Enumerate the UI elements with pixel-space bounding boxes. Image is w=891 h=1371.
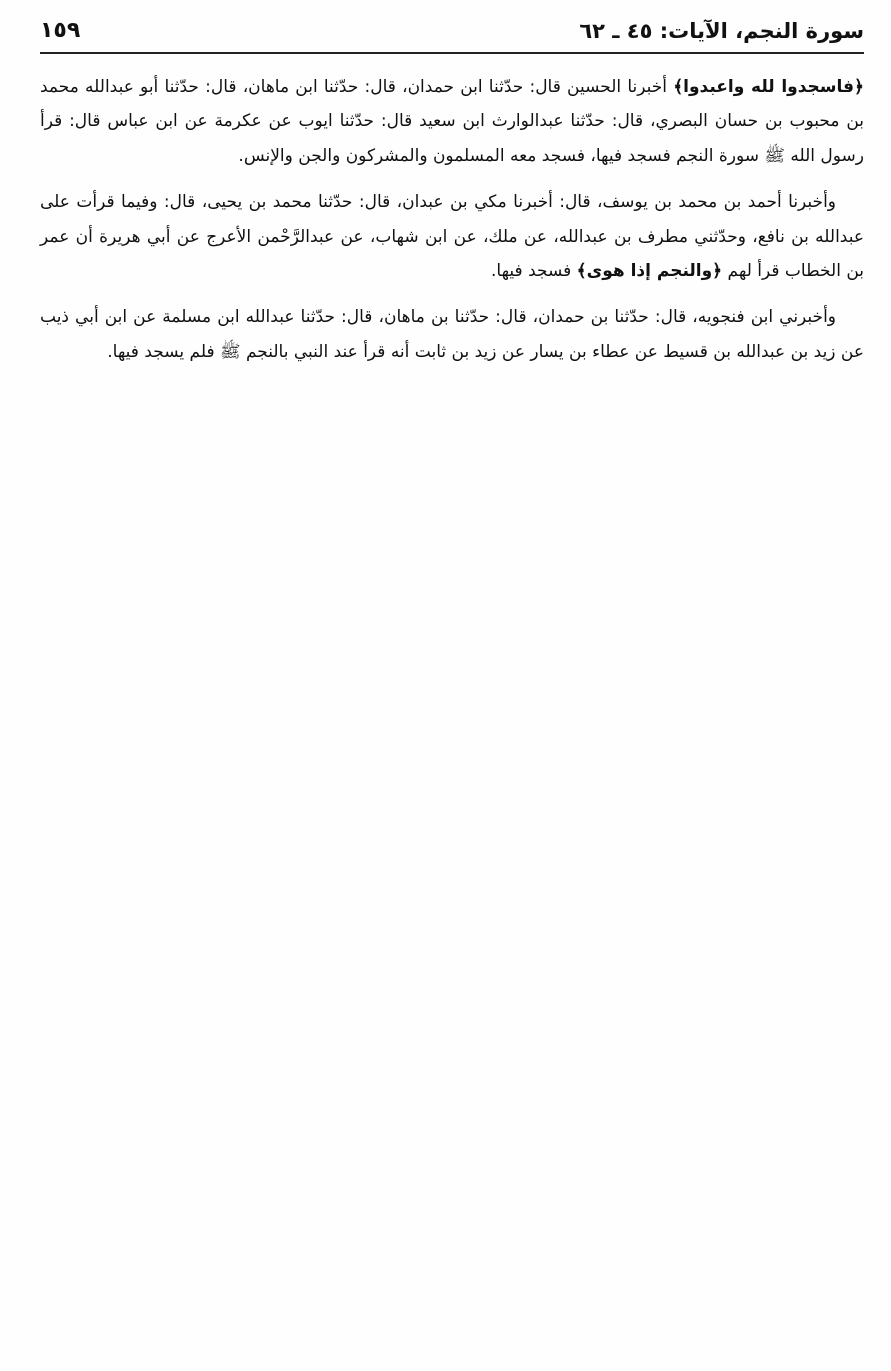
header-rule [40, 52, 864, 54]
paragraph-3 [40, 300, 864, 369]
running-head [40, 14, 864, 48]
quran-verse-2: ﴿والنجم إذا هوى﴾ [576, 261, 723, 282]
quran-verse-1: ﴿فاسجدوا لله واعبدوا﴾ [673, 77, 864, 97]
paragraph-2-text-after: فسجد فيها. [490, 261, 577, 282]
running-head-title: سورة النجم، الآيات: ٤٥ ـ ٦٢ [579, 19, 864, 43]
paragraph-1 [40, 70, 864, 173]
paragraph-3-text: وأخبرني ابن فنجويه، قال: حدّثنا بن حمدان، قال: حدّثنا بن ماهان، قال: حدّثنا عبدالله ابن مسلمة عن ابن أبي ذيب عن زيد بن عبدالله بن قسيط عن عطاء بن يسار عن زيد بن ثابت أنه قرأ عند النبي بالنجم ﷺ فلم يسجد فيها. [40, 307, 864, 362]
page-number: ١٥٩ [40, 18, 81, 43]
body-text [40, 70, 864, 381]
paragraph-2-text-before: وأخبرنا أحمد بن محمد بن يوسف، قال: أخبرنا مكي بن عبدان، قال: حدّثنا محمد بن يحيى، قال: وفيما قرأت على عبدالله بن نافع، وحدّثني مطرف بن عبدالله، عن ملك، عن ابن شهاب، عن عبدالرَّحْمن الأعرج عن أبي هريرة أن عمر بن الخطاب قرأ لهم [40, 192, 864, 282]
paragraph-1-text: أخبرنا الحسين قال: حدّثنا ابن حمدان، قال: حدّثنا ابن ماهان، قال: حدّثنا أبو عبدالله محمد بن محبوب بن حسان البصري، قال: حدّثنا عبدالوارث ابن سعيد قال: حدّثنا ايوب عن عكرمة عن ابن عباس قال: قرأ رسول الله ﷺ سورة النجم فسجد فيها، فسجد معه المسلمون والمشركون والجن والإنس. [40, 77, 864, 166]
paragraph-2 [40, 185, 864, 288]
